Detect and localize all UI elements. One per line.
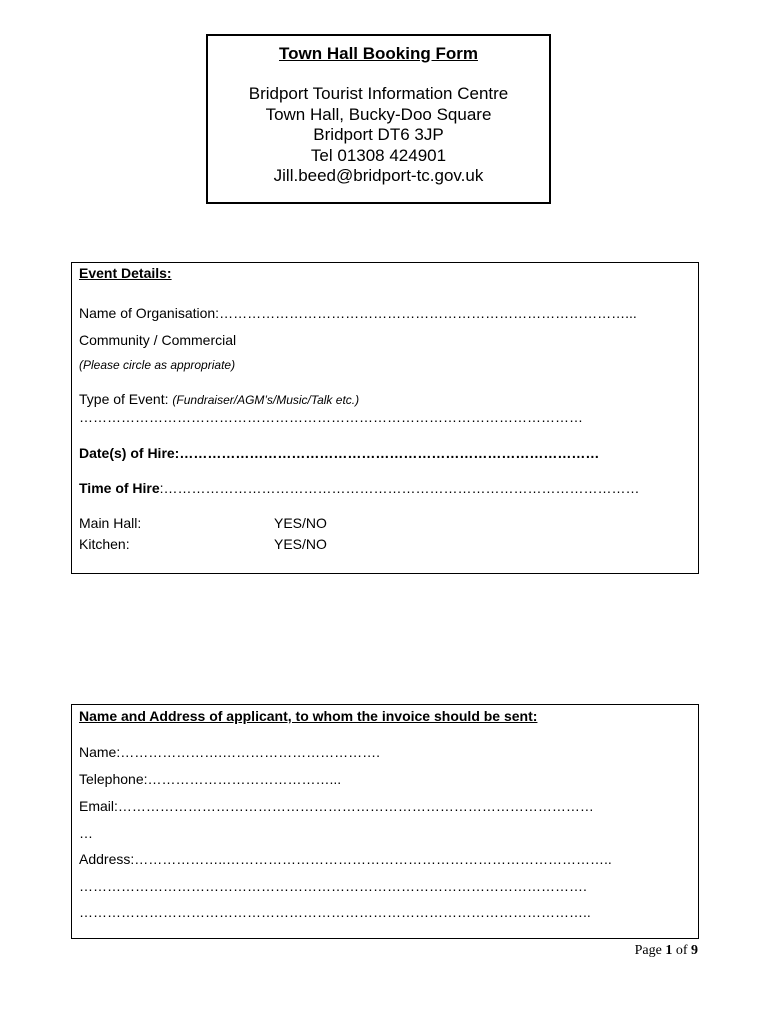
organisation-label: Name of Organisation:	[79, 305, 220, 321]
event-type-label: Type of Event:	[79, 391, 173, 407]
event-type-dots[interactable]: ………………………………………………………………………………………………	[79, 409, 583, 425]
kitchen-row	[79, 536, 399, 552]
main-hall-row	[79, 515, 399, 531]
kitchen-choice[interactable]: YES/NO	[274, 536, 327, 552]
dates-of-hire-label: Date(s) of Hire:	[79, 445, 180, 461]
address-line-3[interactable]: ………………………………………………………………………………………………..	[79, 904, 591, 920]
email-line: Jill.beed@bridport-tc.gov.uk	[273, 166, 484, 186]
organisation-dots: ……………………………………………………………………………...	[219, 305, 637, 321]
contact-details	[208, 84, 549, 187]
address-line: Town Hall, Bucky-Doo Square	[265, 104, 492, 124]
postcode-line: Bridport DT6 3JP	[313, 125, 444, 145]
applicant-section	[71, 704, 699, 939]
main-hall-choice[interactable]: YES/NO	[274, 515, 327, 531]
name-field[interactable]: Name:………………….…………………………….	[79, 744, 381, 760]
page-number	[635, 943, 698, 959]
dates-of-hire-field[interactable]	[79, 445, 599, 461]
main-hall-label: Main Hall:	[79, 515, 142, 531]
time-of-hire-field[interactable]	[79, 480, 640, 496]
time-of-hire-dots: :…………………………………………………………………………………………	[159, 480, 640, 496]
header-box	[206, 34, 551, 204]
applicant-heading: Name and Address of applicant, to whom the invoice should be sent:	[79, 708, 538, 724]
telephone-field[interactable]: Telephone:…………………………………...	[79, 771, 342, 787]
page-total: 9	[691, 943, 698, 958]
time-of-hire-label: Time of Hire	[79, 480, 160, 496]
organisation-name: Bridport Tourist Information Centre	[248, 84, 509, 103]
circle-note: (Please circle as appropriate)	[79, 358, 236, 372]
page-of: of	[672, 943, 691, 958]
kitchen-label: Kitchen:	[79, 536, 130, 552]
page-current: 1	[665, 943, 673, 958]
dates-of-hire-dots: ………………………………………………………………………………	[179, 445, 600, 461]
event-type-note: (Fundraiser/AGM’s/Music/Talk etc.)	[172, 393, 360, 407]
community-commercial-choice[interactable]: Community / Commercial	[79, 332, 237, 348]
event-details-section	[71, 262, 699, 574]
form-title: Town Hall Booking Form	[279, 44, 478, 63]
address-line-2[interactable]: ……………………………………………………………………………………………….	[79, 878, 587, 894]
page-prefix: Page	[634, 943, 666, 958]
organisation-field[interactable]	[79, 305, 637, 321]
address-field[interactable]: Address:………………..………………………………………………………………………..	[79, 851, 612, 867]
event-type-field[interactable]	[79, 391, 359, 407]
event-details-heading: Event Details:	[79, 265, 172, 281]
email-field[interactable]: Email:…………………………………………………………………………………………	[79, 798, 594, 814]
email-field-continuation[interactable]: …	[79, 825, 93, 841]
telephone-line: Tel 01308 424901	[310, 145, 447, 165]
